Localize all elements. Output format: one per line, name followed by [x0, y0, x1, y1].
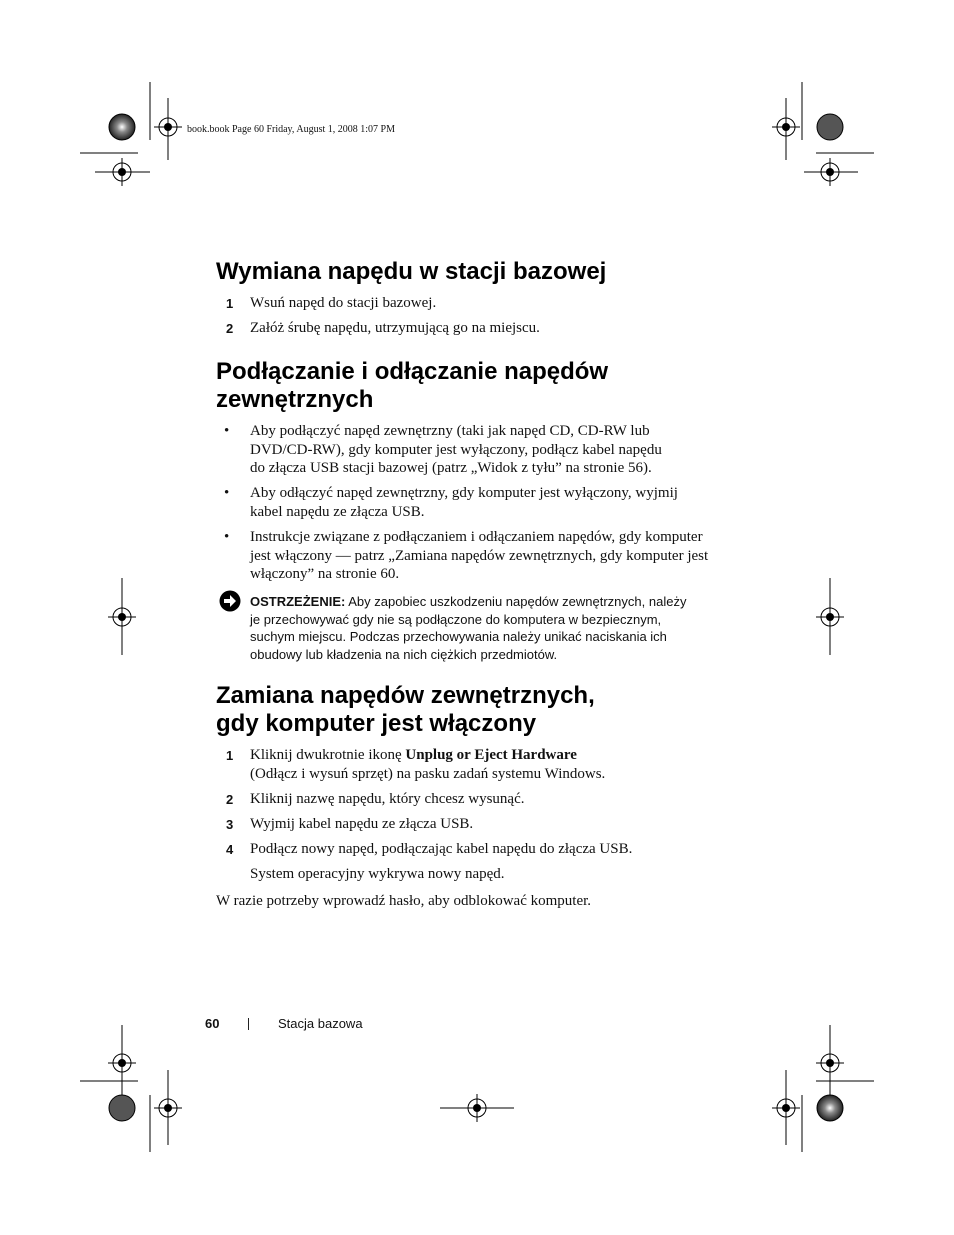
notice-icon: [219, 590, 241, 612]
section-title-connect-drives: Podłączanie i odłączanie napędów zewnętrznych: [216, 358, 609, 413]
step-text: Załóż śrubę napędu, utrzymującą go na miejscu.: [250, 320, 540, 336]
step-text: Kliknij nazwę napędu, który chcesz wysunąć.: [250, 791, 525, 807]
step-text: Podłącz nowy napęd, podłączając kabel napędu do złącza USB.: [250, 841, 633, 857]
step-number: 2: [226, 321, 234, 336]
step-text: Wsuń napęd do stacji bazowej.: [250, 295, 437, 311]
step-number: 2: [226, 792, 234, 807]
page-number: 60: [205, 1016, 220, 1031]
step-text: Wyjmij kabel napędu ze złącza USB.: [250, 816, 474, 832]
print-header: book.book Page 60 Friday, August 1, 2008 1:07 PM: [187, 124, 395, 135]
footer-divider: [248, 1018, 249, 1030]
footer-section-title: Stacja bazowa: [278, 1016, 363, 1031]
step-number: 1: [226, 748, 234, 763]
bullet-text: Instrukcje związane z podłączaniem i odłączaniem napędów, gdy komputer jest włączony — patrz „Zamiana napędów zewnętrznych, gdy komputer jest włączony” na stronie 60.: [250, 529, 709, 582]
bullet-text: Aby odłączyć napęd zewnętrzny, gdy komputer jest wyłączony, wyjmij kabel napędu ze złącza USB.: [250, 485, 678, 520]
bullet-text: Aby podłączyć napęd zewnętrzny (taki jak napęd CD, CD-RW lub DVD/CD-RW), gdy komputer jest wyłączony, podłącz kabel napędu do złącza USB stacji bazowej (patrz „Widok z tyłu” na stronie 56).: [250, 423, 662, 476]
bullet-symbol: •: [224, 529, 230, 545]
step-number: 3: [226, 817, 234, 832]
notice-text: OSTRZEŻENIE: Aby zapobiec uszkodzeniu napędów zewnętrznych, należy je przechowywać gdy nie są podłączone do komputera w bezpiecznym, suchym miejscu. Podczas przechowywania należy unikać naciskania ich obudowy lub kładzenia na nich ciężkich przedmiotów.: [250, 594, 687, 662]
step-text: Kliknij dwukrotnie ikonę Unplug or Eject Hardware (Odłącz i wysuń sprzęt) na pasku zadań systemu Windows.: [250, 747, 606, 782]
step-number: 1: [226, 296, 234, 311]
notice-label: OSTRZEŻENIE:: [250, 594, 346, 609]
section-title-hot-swap: Zamiana napędów zewnętrznych, gdy komputer jest włączony: [216, 682, 595, 737]
section-title-drive-replace: Wymiana napędu w stacji bazowej: [216, 258, 607, 285]
closing-paragraph: W razie potrzeby wprowadź hasło, aby odblokować komputer.: [216, 893, 592, 909]
bullet-symbol: •: [224, 423, 230, 439]
ui-term: Unplug or Eject Hardware: [405, 747, 577, 763]
bullet-symbol: •: [224, 485, 230, 501]
step-number: 4: [226, 842, 234, 857]
